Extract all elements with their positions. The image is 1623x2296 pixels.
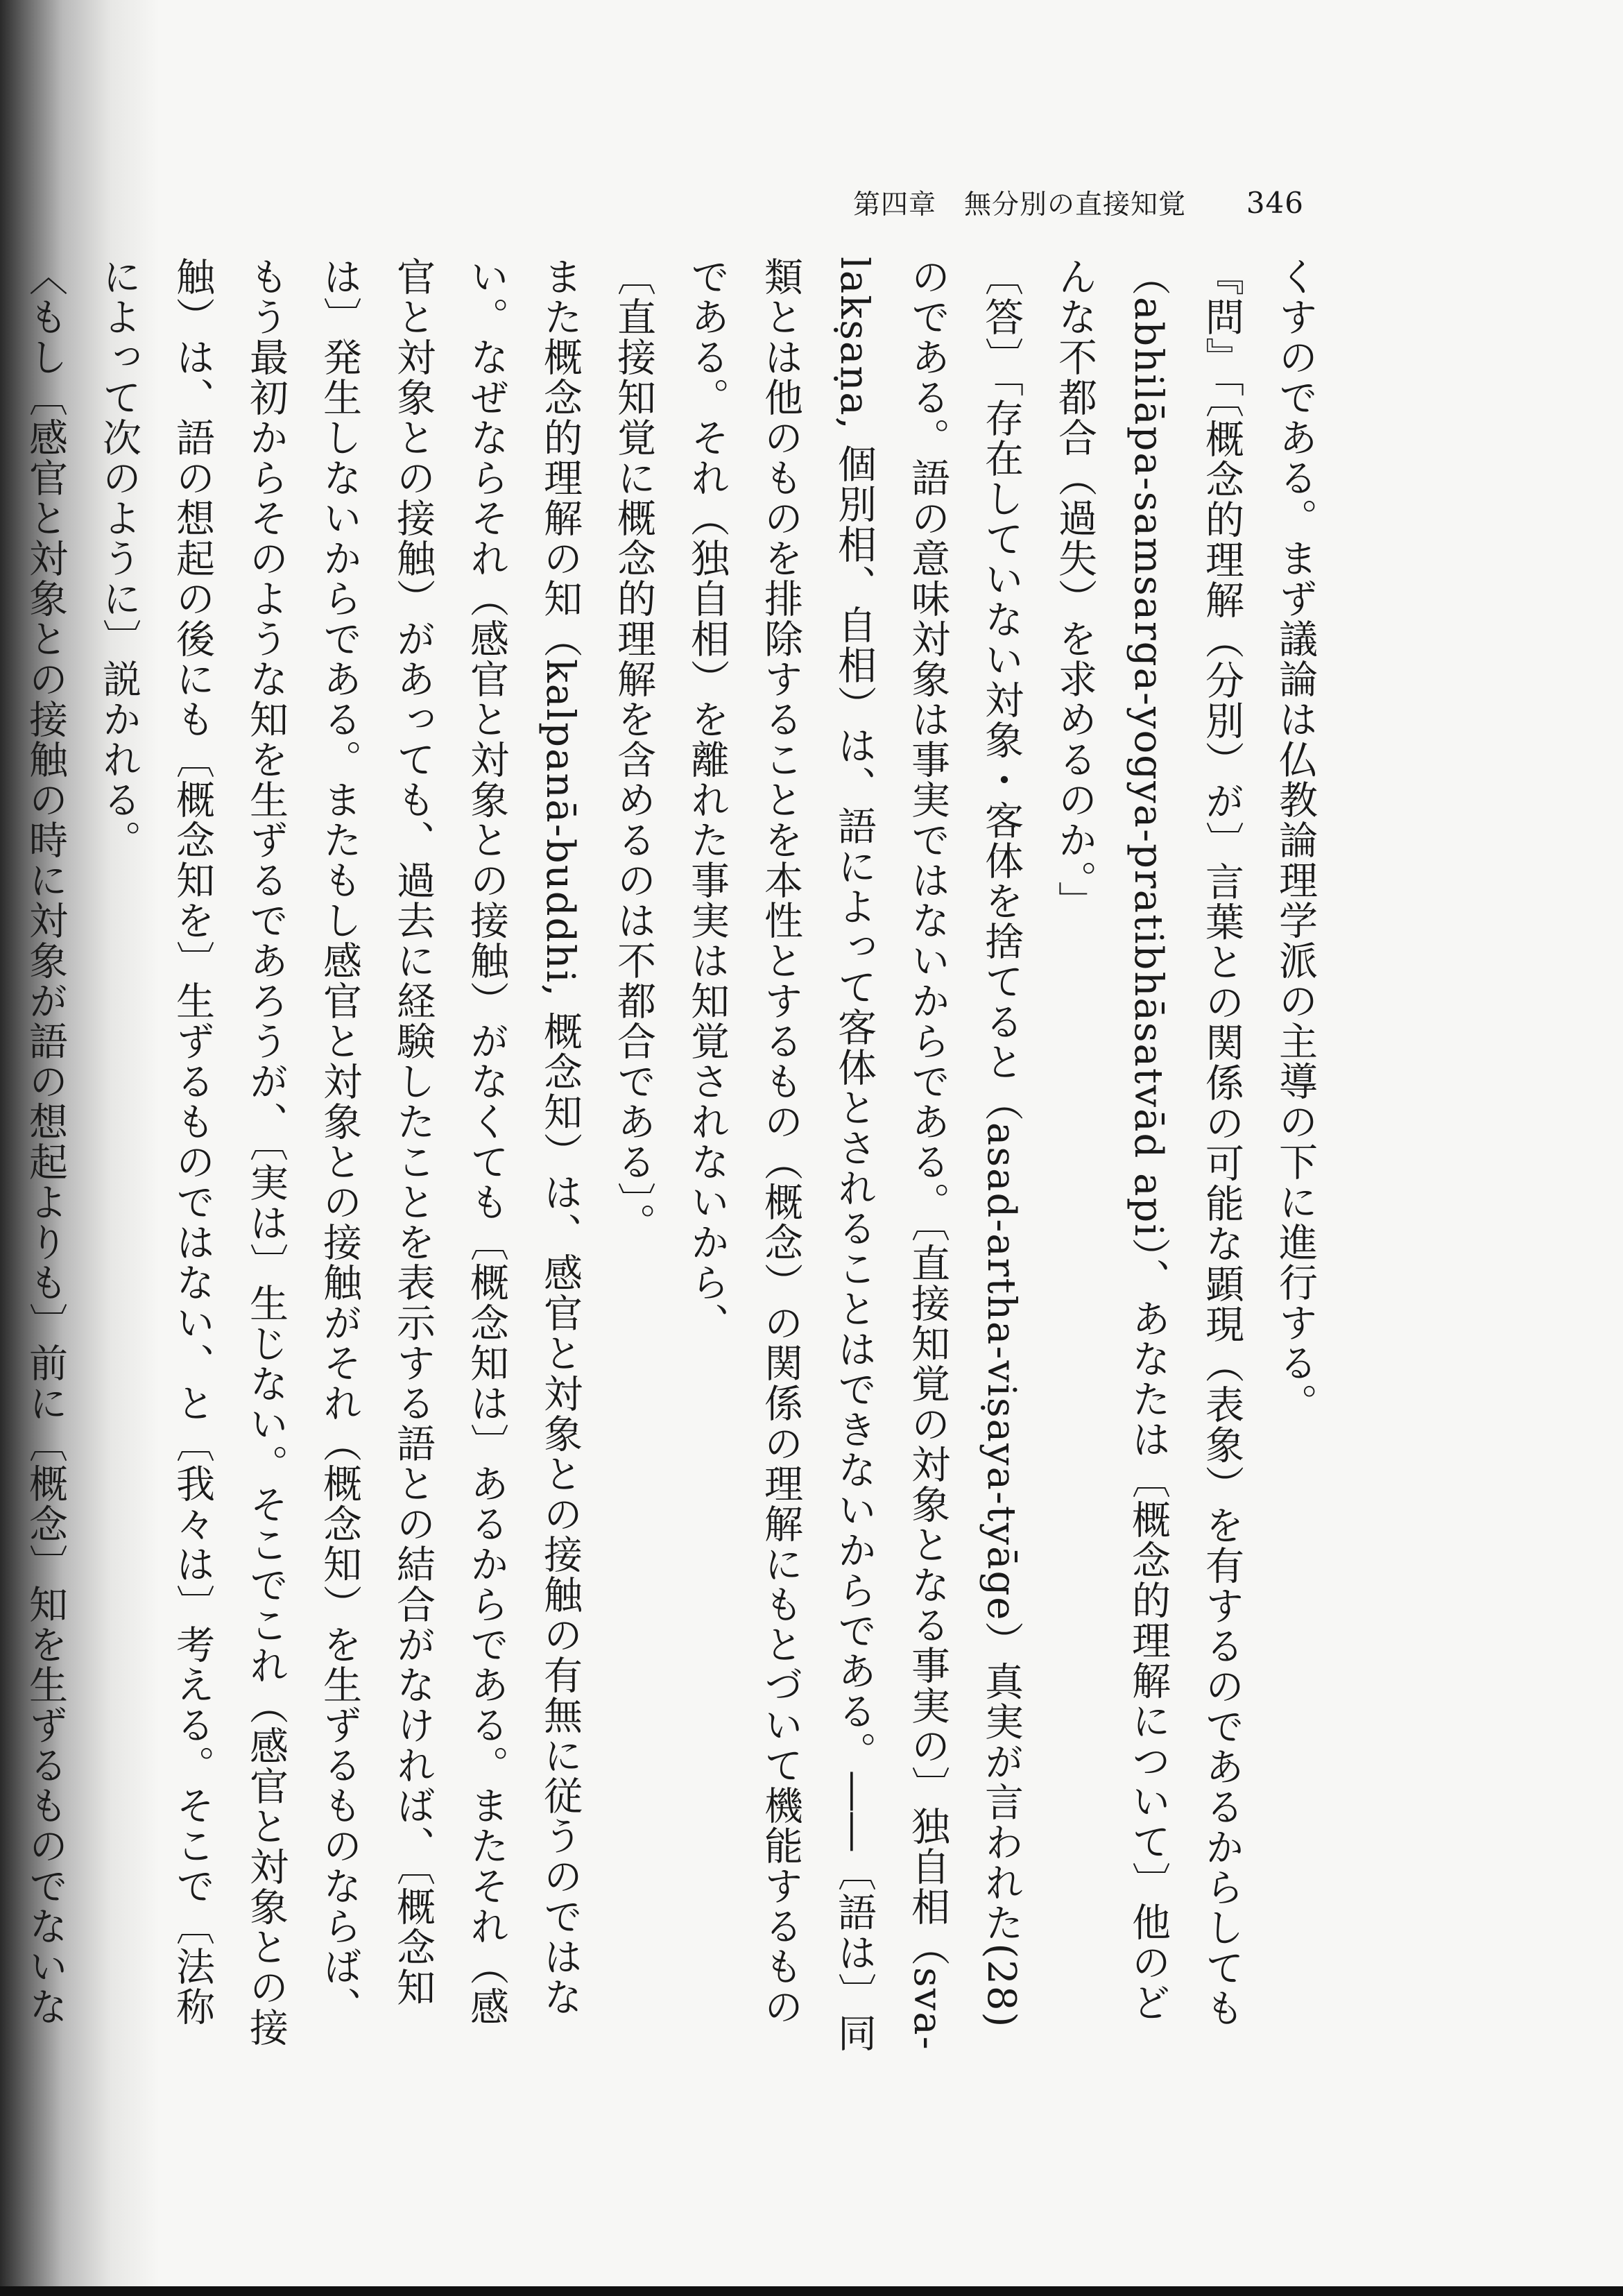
running-header [853, 182, 1304, 223]
body-line: 『問』「〔概念的理解（分別）が〕言葉との関係の可能な顕現（表象）を有するのであるからしても（abhilāpa-samsarga-yogya-pratibhāsatvād api）、あなたは〔概念的理解について〕他のどんな不都合（過失）を求めるのか。」 [1052, 257, 1244, 2028]
chapter-label: 第四章 [853, 189, 937, 221]
chapter-title: 無分別の直接知覚 [964, 189, 1187, 221]
body-line: 〈もし〔感官と対象との接触の時に対象が語の想起よりも〕前に〔概念〕知を生ずるものでないな [23, 257, 68, 2027]
body-line: 〔答〕「存在していない対象・客体を捨てると（asad-artha-viṣaya-tyāge）真実が言われた(28)のである。語の意味対象は事実ではないからである。〔直接知覚の対象となる事実の〕独自相（sva-lakṣaṇa, 個別相、自相）は、語によって客体とされることはできないからである。――〔語は〕同類とは他のものを排除することを本性とするもの（概念）の関係の理解にもとづいて機能するものである。それ（独自相）を離れた事実は知覚されないから、 [685, 257, 1024, 2054]
body-text [0, 257, 1332, 2060]
body-line: くすのである。まず議論は仏教論理学派の主導の下に進行する。 [1273, 257, 1318, 1423]
body-line: 〔直接知覚に概念的理解を含めるのは不都合である〕。 [611, 257, 656, 1243]
page-number: 346 [1246, 185, 1304, 220]
body-line: また概念的理解の知（kalpanā-buddhi, 概念知）は、感官と対象との接触の有無に従うのではない。なぜならそれ（感官と対象との接触）がなくても〔概念知は〕あるからである。またそれ（感官と対象との接触）があっても、過去に経験したことを表示する語との結合がなければ、〔概念知は〕発生しないからである。またもし感官と対象との接触がそれ（概念知）を生ずるものならば、もう最初からそのような知を生ずるであろうが、〔実は〕生じない。そこでこれ（感官と対象との接触）は、語の想起の後にも〔概念知を〕生ずるものではない、と〔我々は〕考える。そこで〔法称によって次のように〕説かれる。 [96, 257, 583, 2048]
page-bottom-edge [0, 2286, 1623, 2296]
